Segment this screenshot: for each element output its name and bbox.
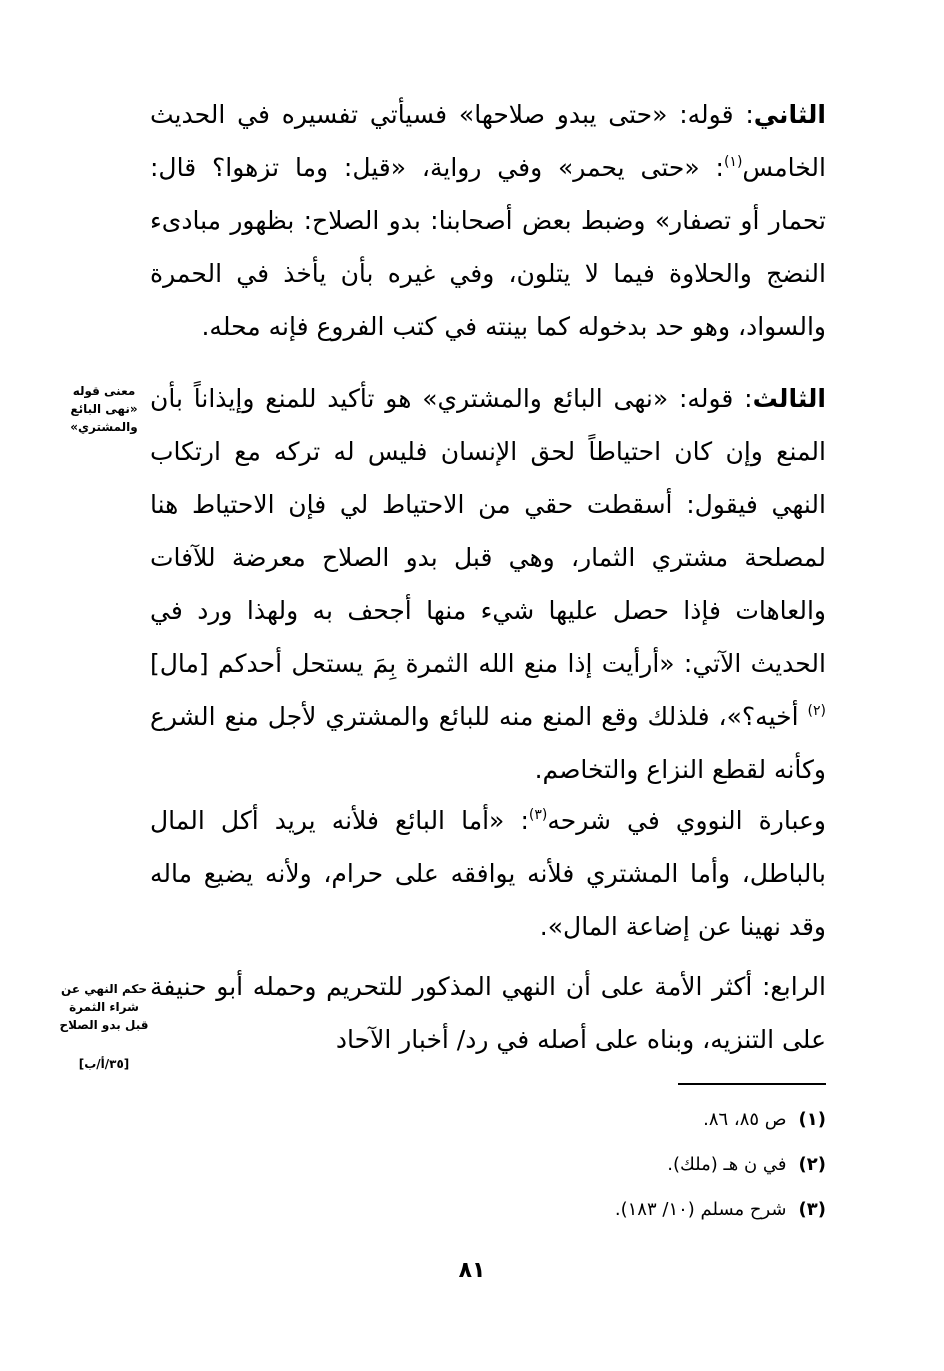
paragraph-second [150, 88, 826, 353]
margin-note-ruling: حكم النهي عن شراء الثمرة قبل بدو الصلاح [59, 982, 149, 1032]
paragraph-text-continued: أخيه؟»، فلذلك وقع المنع منه للبائع والمشتري لأجل منع الشرع وكأنه لقطع النزاع والتخاصم. [150, 702, 826, 784]
footnote-item [400, 1142, 826, 1187]
paragraph-text: : قوله: «حتى يبدو صلاحها» فسيأتي تفسيره في الحديث الخامس [150, 100, 826, 182]
paragraph-text: الرابع: أكثر الأمة على أن النهي المذكور للتحريم وحمله أبو حنيفة على التنزيه، وبناه على أصله في رد/ أخبار الآحاد [150, 972, 826, 1054]
footnote-item [400, 1187, 826, 1232]
paragraph-nawawi [150, 794, 826, 953]
paragraph-fourth [150, 960, 826, 1066]
margin-note-meaning: معنى قوله «نهى البائع والمشتري» [70, 384, 138, 434]
paragraph-lead: الثالث [752, 384, 826, 413]
footnote-divider [678, 1083, 826, 1085]
paragraph-text-continued: : «أما البائع فلأنه يريد أكل المال بالباطل، وأما المشتري فلأنه يوافقه على حرام، ولأنه يضيع ماله وقد نهينا عن إضاعة المال». [150, 806, 826, 941]
footnote-text: شرح مسلم (١٠/ ١٨٣). [614, 1199, 787, 1220]
paragraph-text-continued: : «حتى يحمر» وفي رواية، «قيل: وما تزهوا؟ قال: تحمار أو تصفار» وضبط بعض أصحابنا: بدو الصلاح: بظهور مبادىء النضج والحلاوة فيما لا يتلون، وفي غيره بأن يأخذ في الحمرة والسواد، وهو حد بدخوله كما بينته في كتب الفروع فإنه محله. [150, 153, 826, 341]
footnote-ref: (١) [723, 154, 743, 170]
paragraph-text: وعبارة النووي في شرحه [547, 806, 826, 835]
footnotes [400, 1097, 826, 1232]
paragraph-lead: الثاني [753, 100, 826, 129]
paragraph-third [150, 372, 826, 796]
footnote-text: ص ٨٥، ٨٦. [703, 1109, 787, 1130]
footnote-item [400, 1097, 826, 1142]
footnote-number: (٣) [798, 1199, 826, 1220]
footnote-ref: (٣) [528, 807, 548, 823]
margin-note-folio: [٣٥/أ/ب] [78, 1057, 130, 1071]
page-number: ٨١ [458, 1258, 486, 1283]
footnote-number: (٢) [798, 1154, 826, 1175]
footnote-ref: (٢) [807, 703, 826, 719]
footnote-text: في ن هـ (ملك). [667, 1154, 787, 1175]
footnote-number: (١) [798, 1109, 826, 1130]
paragraph-text: : قوله: «نهى البائع والمشتري» هو تأكيد للمنع وإيذاناً بأن المنع وإن كان احتياطاً لحق الإنسان فليس له تركه مع ارتكاب النهي فيقول: أسقطت حقي من الاحتياط لي فإن الاحتياط هنا لمصلحة مشتري الثمار، وهي قبل بدو الصلاح معرضة للآفات والعاهات فإذا حصل عليها شيء منها أجحف به ولهذا ورد في الحديث الآتي: «أرأيت إذا منع الله الثمرة بِمَ يستحل أحدكم [مال] [150, 384, 826, 678]
